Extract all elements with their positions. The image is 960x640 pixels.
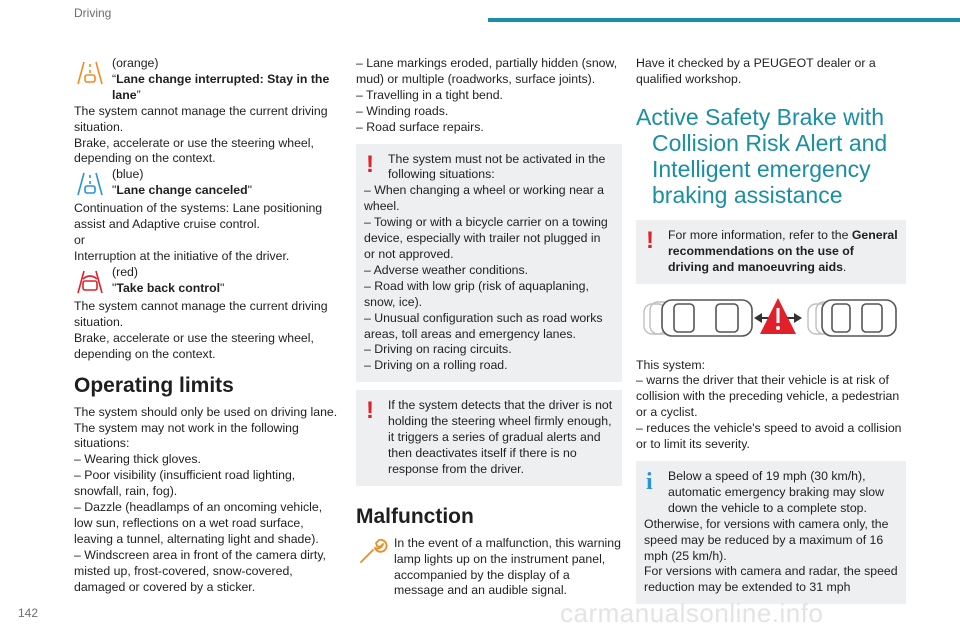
warning-exclamation-icon: ! — [646, 226, 654, 254]
list-item: – Adverse weather conditions. — [364, 262, 529, 277]
take-back-control-entry — [74, 265, 342, 299]
note-text-end: . — [842, 259, 847, 274]
paragraph: or — [74, 233, 85, 248]
note-intro: The system must not be activated in the following situations: — [388, 151, 606, 182]
note-text-start: For more information, refer to the — [668, 227, 852, 242]
indicator-color: (blue) — [112, 167, 144, 182]
paragraph: Interruption at the initiative of the driver. — [74, 249, 290, 264]
info-note — [636, 461, 906, 604]
collision-alert-illustration — [636, 294, 906, 342]
list-item: – Poor visibility (insufficient road lighting, snowfall, rain, fog). — [74, 468, 296, 499]
list-item: – When changing a wheel or working near a wheel. — [364, 183, 604, 214]
note-text — [644, 228, 898, 276]
list-item: – Wearing thick gloves. — [74, 452, 201, 467]
note-text: If the system detects that the driver is not holding the steering wheel firmly enough, it triggers a series of gradual alerts and then deactivates itself if there is no response from the driver. — [388, 398, 613, 476]
note-reference: General recommendations on the use of driving and manoeuvring aids — [668, 227, 898, 274]
paragraph: Continuation of the systems: Lane positioning assist and Adaptive cruise control. — [74, 201, 323, 232]
column-middle — [356, 56, 622, 599]
list-item: – Driving on racing circuits. — [364, 342, 512, 357]
list-item: – Lane markings eroded, partially hidden (snow, mud) or multiple (roadworks, surface joints). — [356, 56, 618, 86]
indicator-color: (red) — [112, 264, 138, 279]
paragraph: Brake, accelerate or use the steering wheel, depending on the context. — [74, 330, 314, 361]
quote-close: ” — [136, 87, 141, 102]
message-label: Lane change canceled — [116, 183, 248, 198]
list-item: – Dazzle (headlamps of an oncoming vehicle, low sun, reflections on a wet road surface, leaving a tunnel, alternating light and shade). — [74, 500, 323, 546]
list-item: – Travelling in a tight bend. — [356, 87, 503, 102]
list-item: – Road with low grip (risk of aquaplaning, snow, ice). — [364, 278, 589, 309]
info-icon: i — [646, 468, 653, 495]
quote-open: " — [112, 183, 117, 198]
info-note — [636, 220, 906, 284]
column-right — [636, 56, 906, 612]
list-item: – Windscreen area in front of the camera dirty, misted up, frost-covered, snow-covered, damaged or covered by a sticker. — [74, 547, 326, 594]
section-title: Active Safety Brake with Collision Risk Alert and Intelligent emergency braking assistance — [636, 103, 888, 208]
section-heading: Operating limits — [74, 373, 234, 397]
section-label: Driving — [74, 6, 112, 20]
note-text: Otherwise, for versions with camera only, the speed may be reduced by a maximum of 16 mph (25 km/h). — [644, 516, 889, 563]
lane-canceled-entry — [74, 167, 342, 201]
message-label: Lane change interrupted: Stay in the lane — [112, 71, 330, 102]
paragraph: Brake, accelerate or use the steering wheel, depending on the context. — [74, 135, 314, 166]
lane-change-blue-icon — [74, 169, 106, 199]
paragraph: Have it checked by a PEUGEOT dealer or a qualified workshop. — [636, 56, 876, 86]
note-text: Below a speed of 19 mph (30 km/h), automatic emergency braking may slow down the vehicle to a complete stop. — [668, 468, 884, 515]
paragraph: The system should only be used on driving lane. — [74, 404, 338, 419]
warning-note — [356, 390, 622, 486]
steering-red-icon — [74, 267, 106, 297]
lane-interrupted-entry — [74, 56, 342, 104]
list-item: – reduces the vehicle's speed to avoid a collision or to limit its severity. — [636, 421, 902, 452]
malfunction-entry — [356, 536, 622, 600]
warning-note — [356, 144, 622, 383]
header-accent-bar — [488, 18, 960, 22]
section-heading: Malfunction — [356, 504, 474, 528]
list-item: – warns the driver that their vehicle is at risk of collision with the preceding vehicle, a pedestrian or a cyclist. — [636, 373, 900, 420]
quote-close: " — [247, 183, 252, 198]
watermark: carmanualsonline.info — [560, 598, 824, 628]
list-item: – Unusual configuration such as road works areas, toll areas and emergency lanes. — [364, 310, 603, 341]
indicator-color: (orange) — [112, 56, 159, 70]
paragraph: The system may not work in the following situations: — [74, 420, 299, 451]
malfunction-text: In the event of a malfunction, this warning lamp lights up on the instrument panel, accompanied by the display of a message and an audible signal. — [394, 535, 621, 598]
list-item: – Road surface repairs. — [356, 119, 484, 134]
wrench-icon — [356, 536, 388, 571]
list-item: – Winding roads. — [356, 103, 449, 118]
quote-open: " — [112, 280, 117, 295]
paragraph: The system cannot manage the current driving situation. — [74, 103, 328, 134]
quote-close: " — [220, 280, 225, 295]
note-text: For versions with camera and radar, the speed reduction may be extended to 31 mph — [644, 564, 898, 595]
quote-open: “ — [112, 71, 117, 86]
page-number: 142 — [18, 606, 39, 620]
column-left — [74, 56, 342, 595]
list-item: – Driving on a rolling road. — [364, 358, 508, 373]
message-label: Take back control — [116, 280, 221, 295]
warning-exclamation-icon: ! — [366, 397, 374, 425]
paragraph: This system: — [636, 357, 706, 372]
warning-exclamation-icon: ! — [366, 150, 374, 178]
list-item: – Towing or with a bicycle carrier on a towing device, especially with trailer not plugged in or not approved. — [364, 215, 608, 261]
lane-change-orange-icon — [74, 58, 106, 88]
paragraph: The system cannot manage the current driving situation. — [74, 298, 328, 329]
